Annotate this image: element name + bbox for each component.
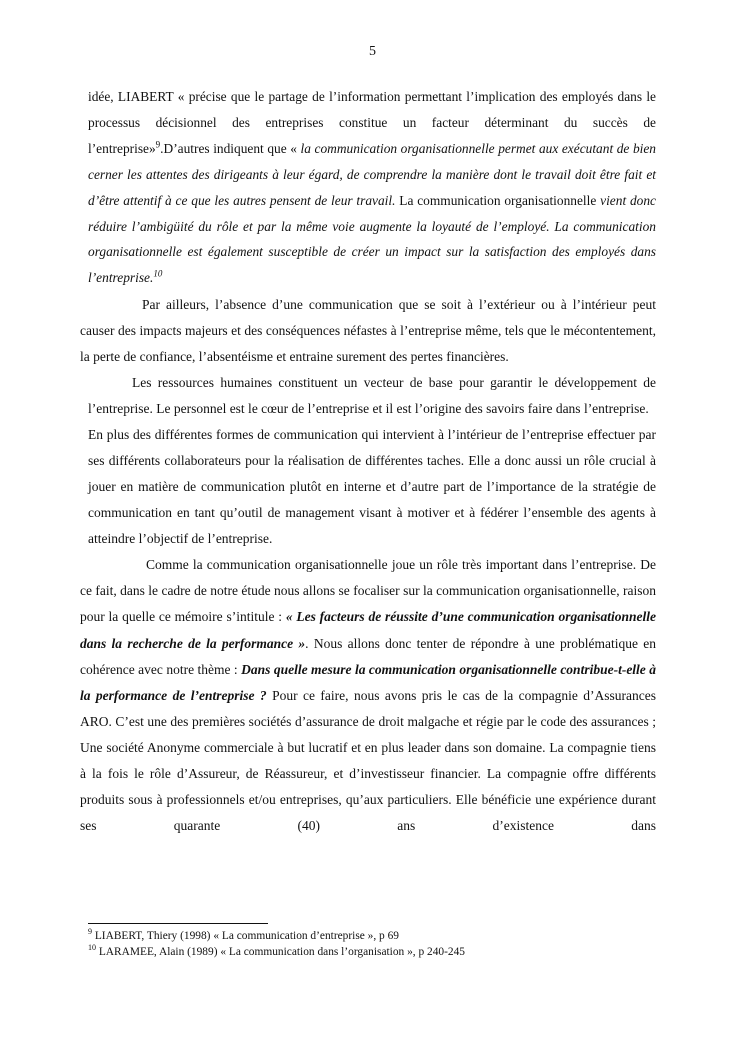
footnote-text: LARAMEE, Alain (1989) « La communication dans l’organisation », p 240-245 (96, 946, 465, 958)
text-run: Pour ce faire, nous avons pris le cas de la compagnie d’Assurances ARO. C’est une des premières sociétés d’assurance de droit malgache et régie par le code des assurances ; Une société Anonyme commerciale à but lucratif et en plus leader dans son domaine. La compagnie tiens à la fois le rôle d’Assureur, de Réassureur, et d’investisseur financier. La compagnie offre différents produits sous à professionnels et/ou entreprises, qu’aux particuliers. Elle bénéficie une expérience durant ses quarante (40) ans d’existence dans (80, 687, 656, 834)
footnote (88, 928, 658, 944)
text-run: . Nous allons donc tenter de répondre à une problématique en cohérence avec notre thème : (80, 635, 656, 677)
document-body (80, 84, 656, 839)
footnote-text: LIABERT, Thiery (1998) « La communication d’entreprise », p 69 (92, 930, 399, 942)
text-run: La communication organisationnelle (395, 192, 601, 208)
footnote-number: 10 (88, 943, 96, 953)
page-number: 5 (369, 44, 376, 59)
problematique: Dans quelle mesure la communication organisationnelle contribue-t-elle à la performance de l’entreprise ? (80, 661, 656, 703)
footnote-number: 9 (88, 927, 92, 937)
memoire-title: « Les facteurs de réussite d’une communication organisationnelle dans la recherche de la performance » (80, 609, 656, 651)
text-run: idée, LIABERT « précise que le partage de l’information permettant l’implication des employés dans le processus décisionnel des entreprises constitue un facteur déterminant du succès de l’entreprise» (88, 89, 656, 156)
italic-run: vient donc réduire l’ambigüité du rôle et par la même voie augmente la loyauté de l’employé. La communication organisationnelle est également susceptible de créer un impact sur la satisfaction des employés dans l’entreprise. (88, 192, 657, 286)
text-run: .D’autres indiquent que « (160, 140, 301, 156)
paragraph-sujet (80, 552, 656, 839)
footnotes (88, 928, 658, 960)
paragraph-absence: Par ailleurs, l’absence d’une communication que se soit à l’extérieur ou à l’intérieur peut causer des impacts majeurs et des conséquences néfastes à l’entreprise même, tels que le mécontentement, la perte de confiance, l’absentéisme et entraine surement des pertes financières. (80, 297, 656, 365)
footnote-ref: 9 (155, 139, 161, 150)
paragraph-ressources-humaines: Les ressources humaines constituent un vecteur de base pour garantir le développement de l’entreprise. Le personnel est le cœur de l’entreprise et il est l’origine des savoirs faire dans l’entreprise. (88, 375, 656, 417)
italic-run: la communication organisationnelle permet aux exécutant de bien cerner les attentes des dirigeants à leur égard, de comprendre la manière dont le travail doit être fait et d’être attentif à ce que les autres pensent de leur travail. (88, 140, 656, 208)
paragraph-quote (88, 84, 656, 291)
paragraph-formes-communication: En plus des différentes formes de communication qui intervient à l’intérieur de l’entreprise effectuer par ses différents collaborateurs pour la réalisation de différentes taches. Elle a donc aussi un rôle crucial à jouer en matière de communication plutôt en interne et d’autre part de l’importance de la stratégie de communication en tant qu’outil de management visant à motiver et à fédérer l’ensemble des agents à atteindre l’objectif de l’entreprise. (88, 427, 656, 547)
footnote-separator (88, 923, 268, 924)
text-run: Comme la communication organisationnelle joue un rôle très important dans l’entreprise. De ce fait, dans le cadre de notre étude nous allons se focaliser sur la communication organisationnelle, raison pour la quelle ce mémoire s’intitule : (80, 557, 656, 625)
footnote-ref: 10 (153, 268, 163, 279)
footnote (88, 944, 658, 960)
